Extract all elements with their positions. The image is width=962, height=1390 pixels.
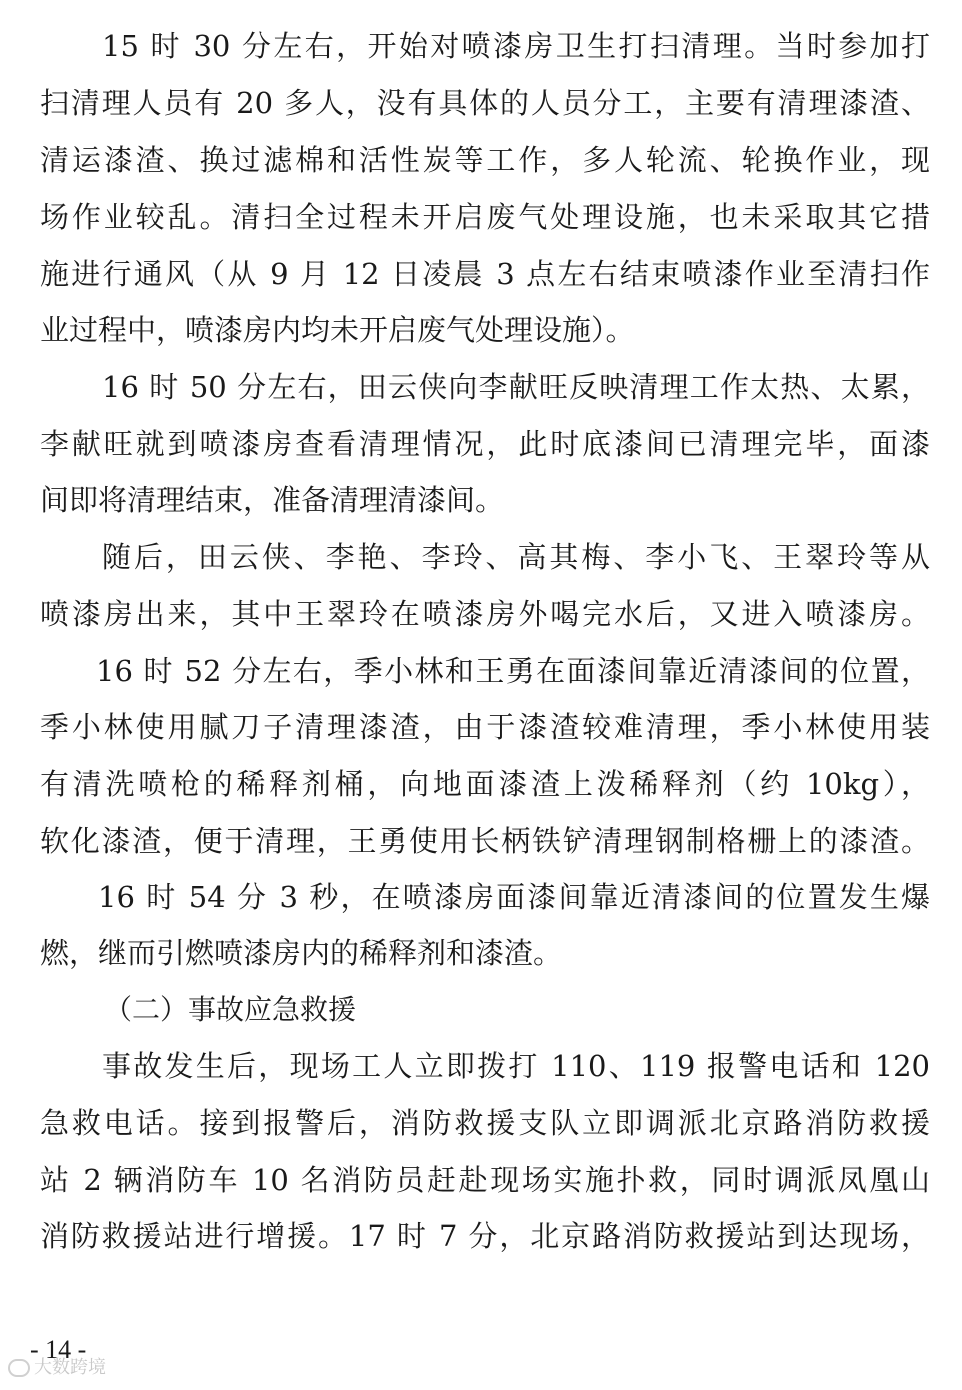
paragraph-5-line-1: 16 时 54 分 3 秒，在喷漆房面漆间靠近清漆间的位置发生爆 bbox=[98, 880, 930, 914]
paragraph-1-line-5: 施进行通风（从 9 月 12 日凌晨 3 点左右结束喷漆作业至清扫作 bbox=[40, 257, 930, 291]
watermark bbox=[8, 1355, 106, 1381]
paragraph-4-line-1: 16 时 52 分左右，季小林和王勇在面漆间靠近清漆间的位置， bbox=[96, 654, 930, 688]
paragraph-3-line-1: 随后，田云侠、李艳、李玲、高其梅、李小飞、王翠玲等从 bbox=[102, 540, 930, 574]
paragraph-2-line-1: 16 时 50 分左右，田云侠向李献旺反映清理工作太热、太累， bbox=[102, 370, 930, 404]
paragraph-6-line-1: 事故发生后，现场工人立即拨打 110、119 报警电话和 120 bbox=[102, 1049, 930, 1083]
paragraph-5-line-2: 燃，继而引燃喷漆房内的稀释剂和漆渣。 bbox=[40, 936, 563, 970]
watermark-text: 大数跨境 bbox=[34, 1357, 106, 1378]
paragraph-2-line-2: 李献旺就到喷漆房查看清理情况，此时底漆间已清理完毕，面漆 bbox=[40, 427, 930, 461]
page-number: - 14 - bbox=[30, 1335, 87, 1364]
paragraph-1-line-3: 清运漆渣、换过滤棉和活性炭等工作，多人轮流、轮换作业，现 bbox=[40, 143, 930, 177]
paragraph-4-line-3: 有清洗喷枪的稀释剂桶，向地面漆渣上泼稀释剂（约 10kg）， bbox=[40, 767, 930, 801]
paragraph-1-line-2: 扫清理人员有 20 多人，没有具体的人员分工，主要有清理漆渣、 bbox=[40, 86, 930, 120]
paragraph-4-line-2: 季小林使用腻刀子清理漆渣，由于漆渣较难清理，季小林使用装 bbox=[40, 710, 930, 744]
section-heading: （二）事故应急救援 bbox=[104, 993, 357, 1026]
paragraph-2-line-3: 间即将清理结束，准备清理清漆间。 bbox=[40, 483, 505, 517]
paragraph-1-line-4: 场作业较乱。清扫全过程未开启废气处理设施，也未采取其它措 bbox=[40, 200, 930, 234]
paragraph-6-line-3: 站 2 辆消防车 10 名消防员赶赴现场实施扑救，同时调派凤凰山 bbox=[40, 1163, 930, 1197]
paragraph-6-line-2: 急救电话。接到报警后，消防救援支队立即调派北京路消防救援 bbox=[40, 1106, 930, 1140]
paragraph-3-line-2: 喷漆房出来，其中王翠玲在喷漆房外喝完水后，又进入喷漆房。 bbox=[40, 597, 930, 631]
paragraph-4-line-4: 软化漆渣，便于清理，王勇使用长柄铁铲清理钢制格栅上的漆渣。 bbox=[40, 824, 930, 858]
watermark-logo-icon bbox=[8, 1359, 30, 1377]
paragraph-1-line-6: 业过程中，喷漆房内均未开启废气处理设施）。 bbox=[40, 313, 635, 347]
paragraph-1-line-1: 15 时 30 分左右，开始对喷漆房卫生打扫清理。当时参加打 bbox=[102, 29, 930, 63]
paragraph-6-line-4: 消防救援站进行增援。17 时 7 分，北京路消防救援站到达现场， bbox=[40, 1219, 930, 1253]
